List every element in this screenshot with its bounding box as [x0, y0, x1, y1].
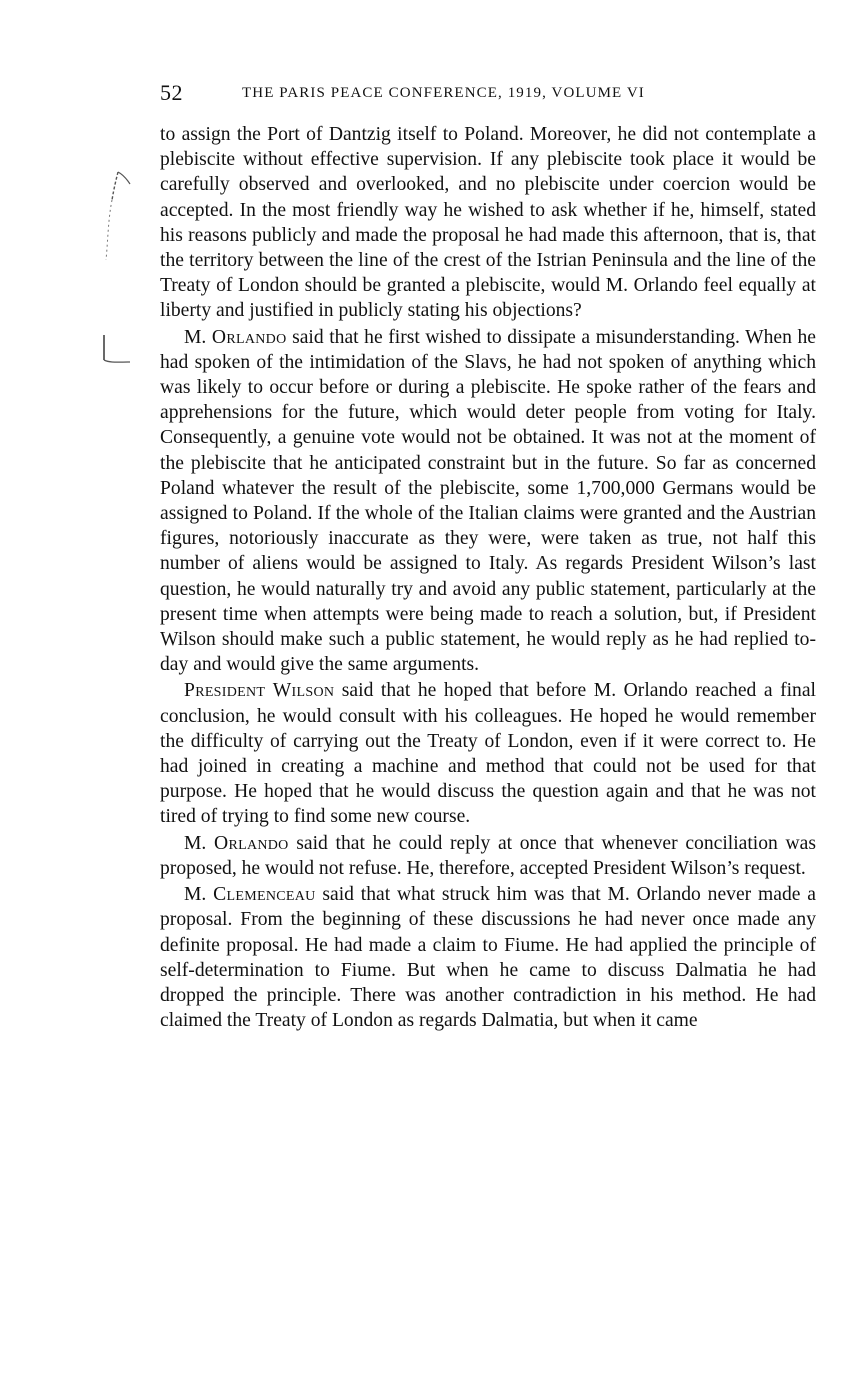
speaker-name: President Wilson — [184, 680, 335, 702]
paragraph — [160, 325, 816, 678]
margin-pencil-bracket — [96, 160, 156, 380]
paragraph — [160, 882, 816, 1033]
paragraph-text: said that he hoped that before M. Orlando reached a final conclusion, he would consult with his colleagues. He hoped he would remember the difficulty of carrying out the Treaty of London, even if it were correct to. He had joined in creating a machine and method that could not be used for that purpose. He hoped that he would discuss the question again and that he was not tired of trying to find some new course. — [160, 680, 816, 828]
paragraph — [160, 831, 816, 881]
paragraph-text: to assign the Port of Dantzig itself to Poland. Moreover, he did not contemplate a plebiscite without effective supervision. If any plebiscite took place it would be carefully observed and overlooked, and no plebiscite under coercion would be accepted. In the most friendly way he wished to ask whether if he, himself, stated his reasons publicly and made the proposal he had made this afternoon, that is, that the territory between the line of the crest of the Istrian Peninsula and the line of the Treaty of London should be granted a plebiscite, would M. Orlando feel equally at liberty and justified in publicly stating his objections? — [160, 124, 816, 322]
paragraph-text: said that what struck him was that M. Orlando never made a proposal. From the beginning of these discussions he had never once made any definite proposal. He had made a claim to Fiume. He had applied the principle of self-determination to Fiume. But when he came to discuss Dalmatia he had dropped the principle. There was another contradiction in his method. He had claimed the Treaty of London as regards Dalmatia, but when it came — [160, 884, 816, 1032]
paragraph — [160, 678, 816, 829]
page-header — [160, 80, 816, 108]
speaker-prefix: M. — [184, 326, 212, 348]
page-number: 52 — [160, 80, 183, 105]
speaker-name: Clemenceau — [213, 884, 316, 906]
running-head: THE PARIS PEACE CONFERENCE, 1919, VOLUME VI — [242, 85, 645, 101]
speaker-prefix: M. — [184, 884, 214, 906]
speaker-name: Orlando — [214, 832, 289, 854]
speaker-name: Orlando — [211, 326, 287, 348]
paragraph — [160, 122, 816, 324]
speaker-prefix: M. — [184, 832, 215, 854]
paragraph-text: said that he first wished to dissipate a misunderstanding. When he had spoken of the intimidation of the Slavs, he had not spoken of anything which was likely to occur before or during a plebiscite. He spoke rather of the fears and apprehensions for the future, which would deter people from voting for Italy. Consequently, a genuine vote would not be obtained. It was not at the moment of the plebiscite that he anticipated constraint but in the future. So far as concerned Poland whatever the result of the plebiscite, some 1,700,000 Germans would be assigned to Poland. If the whole of the Italian claims were granted and the Austrian figures, notoriously inaccurate as they were, were taken as true, not half this number of aliens would be assigned to Italy. As regards President Wilson’s last question, he would naturally try and avoid any public statement, particularly at the present time when attempts were being made to reach a solution, but, if President Wilson should make such a public statement, he would reply as he had replied to-day and would give the same arguments. — [160, 326, 816, 676]
body-text — [160, 122, 816, 1033]
paragraph-text: said that he could reply at once that whenever conciliation was proposed, he would not refuse. He, therefore, accepted President Wilson’s request. — [160, 832, 816, 879]
